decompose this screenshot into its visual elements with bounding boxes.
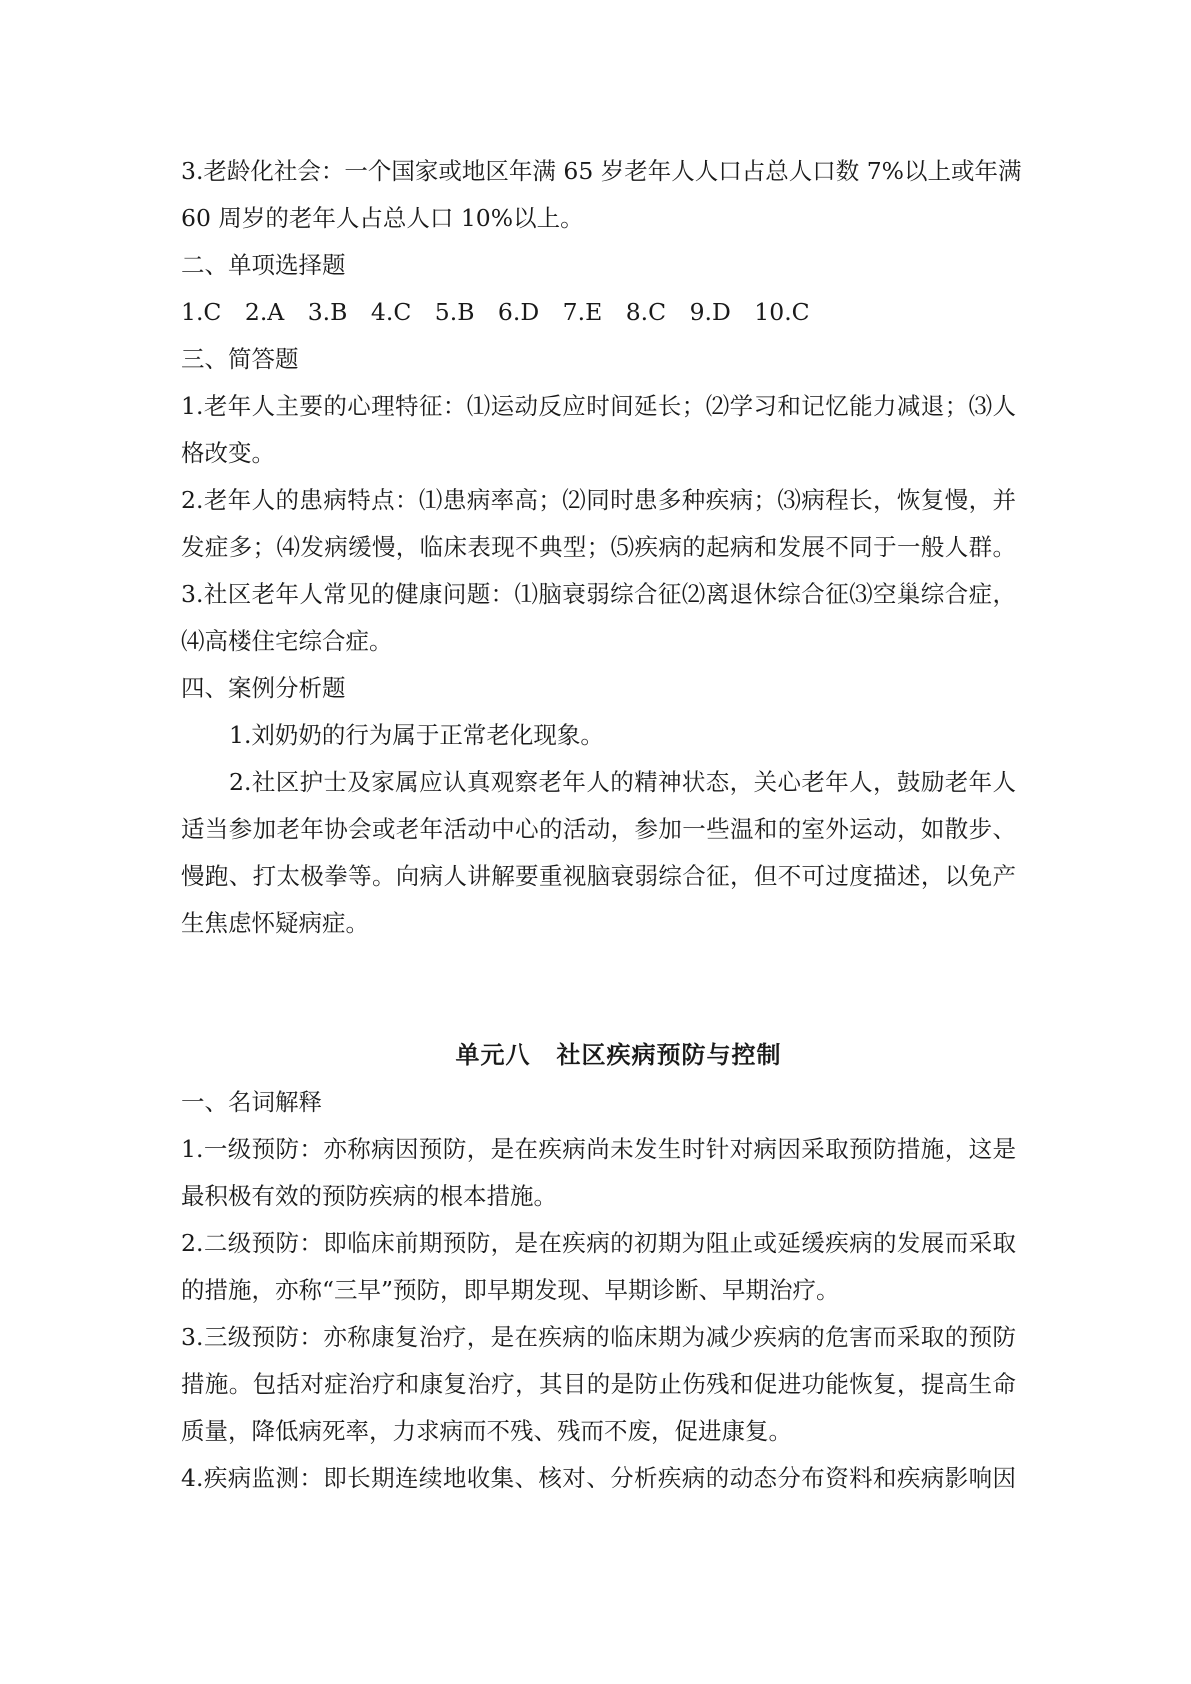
term-3b-line-1: 3.三级预防：亦称康复治疗，是在疾病的临床期为减少疾病的危害而采取的预防: [181, 1323, 1016, 1351]
short-answer-2-line-1: 2.老年人的患病特点：⑴患病率高；⑵同时患多种疾病；⑶病程长，恢复慢，并: [181, 486, 1016, 514]
short-answer-2-line-2: 发症多；⑷发病缓慢，临床表现不典型；⑸疾病的起病和发展不同于一般人群。: [181, 533, 1016, 561]
short-answer-1-line-2: 格改变。: [181, 439, 275, 467]
term-1-line-1: 1.一级预防：亦称病因预防，是在疾病尚未发生时针对病因采取预防措施，这是: [181, 1135, 1016, 1163]
unit-title-text: 社区疾病预防与控制: [556, 1041, 782, 1069]
short-answer-3-line-1: 3.社区老年人常见的健康问题：⑴脑衰弱综合征⑵离退休综合征⑶空巢综合症，: [181, 580, 1016, 608]
section-heading-single-choice: 二、单项选择题: [181, 251, 346, 279]
unit-title: [181, 1032, 1016, 1079]
section-heading-case-analysis: 四、案例分析题: [181, 674, 346, 702]
document-page: [181, 148, 1022, 1502]
short-answer-1-line-1: 1.老年人主要的心理特征：⑴运动反应时间延长；⑵学习和记忆能力减退；⑶人: [181, 392, 1016, 420]
term-2-line-2: 的措施，亦称“三早”预防，即早期发现、早期诊断、早期治疗。: [181, 1276, 840, 1304]
case-answer-2-line-1: 2.社区护士及家属应认真观察老年人的精神状态，关心老年人，鼓励老年人: [229, 768, 1016, 796]
section-spacer: [181, 947, 1016, 1032]
term-3b-line-2: 措施。包括对症治疗和康复治疗，其目的是防止伤残和促进功能恢复，提高生命: [181, 1370, 1016, 1398]
term-4-line-1: 4.疾病监测：即长期连续地收集、核对、分析疾病的动态分布资料和疾病影响因: [181, 1464, 1016, 1492]
section-heading-term-definitions: 一、名词解释: [181, 1088, 322, 1116]
term-3-line-2: 60 周岁的老年人占总人口 10%以上。: [181, 204, 584, 232]
case-answer-1: 1.刘奶奶的行为属于正常老化现象。: [229, 721, 604, 749]
section-heading-short-answer: 三、简答题: [181, 345, 299, 373]
term-3-line-1: 3.老龄化社会：一个国家或地区年满 65 岁老年人人口占总人口数 7%以上或年满: [181, 157, 1022, 185]
answer-key: 1.C 2.A 3.B 4.C 5.B 6.D 7.E 8.C 9.D 10.C: [181, 298, 810, 326]
term-2-line-1: 2.二级预防：即临床前期预防，是在疾病的初期为阻止或延缓疾病的发展而采取: [181, 1229, 1016, 1257]
case-answer-2-line-4: 生焦虑怀疑病症。: [181, 909, 369, 937]
case-answer-2-line-2: 适当参加老年协会或老年活动中心的活动，参加一些温和的室外运动，如散步、: [181, 815, 1016, 843]
case-answer-2-line-3: 慢跑、打太极拳等。向病人讲解要重视脑衰弱综合征，但不可过度描述，以免产: [181, 862, 1016, 890]
short-answer-3-line-2: ⑷高楼住宅综合症。: [181, 627, 393, 655]
unit-title-number: 单元八: [455, 1041, 531, 1069]
term-1-line-2: 最积极有效的预防疾病的根本措施。: [181, 1182, 557, 1210]
term-3b-line-3: 质量，降低病死率，力求病而不残、残而不废，促进康复。: [181, 1417, 792, 1445]
